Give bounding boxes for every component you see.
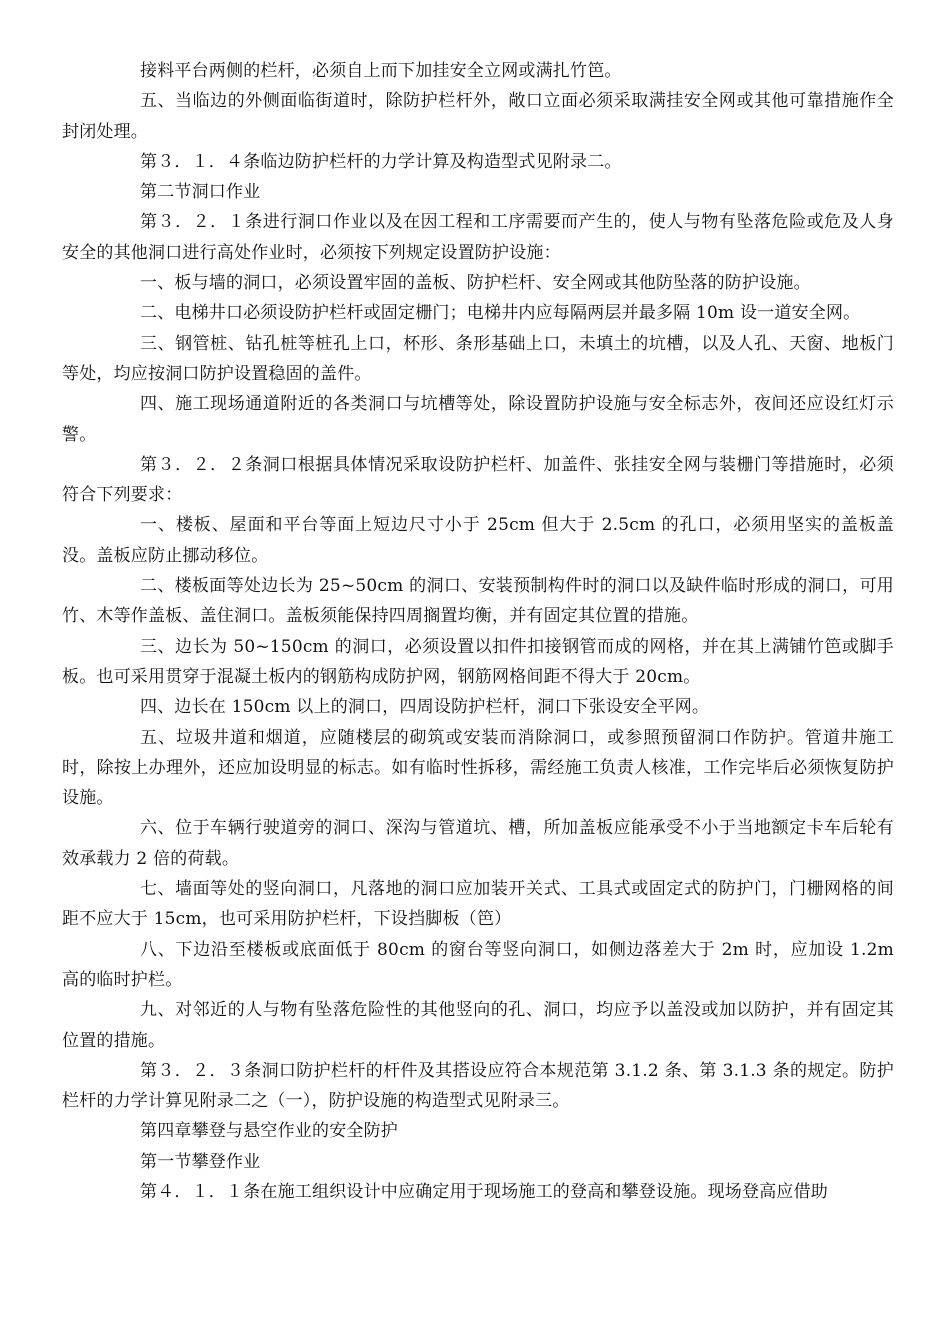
paragraph: 第４．１．１条在施工组织设计中应确定用于现场施工的登高和攀登设施。现场登高应借助 <box>140 1181 828 1202</box>
paragraph: 第３．１．４条临边防护栏杆的力学计算及构造型式见附录二。 <box>140 151 622 172</box>
paragraph: 三、边长为 50~150cm 的洞口，必须设置以扣件扣接钢管而成的网格，并在其上满铺竹笆或脚手板。也可采用贯穿于混凝土板内的钢筋构成防护网，钢筋网格间距不得大于 20cm。 <box>62 636 894 687</box>
paragraph: 五、垃圾井道和烟道，应随楼层的砌筑或安装而消除洞口，或参照预留洞口作防护。管道井施工时，除按上办理外，还应加设明显的标志。如有临时性拆移，需经施工负责人核准，工作完毕后必须恢复防护设施。 <box>62 727 894 809</box>
paragraph: 七、墙面等处的竖向洞口，凡落地的洞口应加装开关式、工具式或固定式的防护门，门栅网格的间距不应大于 15cm，也可采用防护栏杆，下设挡脚板（笆） <box>62 879 894 930</box>
paragraph: 二、电梯井口必须设防护栏杆或固定栅门；电梯井内应每隔两层并最多隔 10m 设一道安全网。 <box>140 303 861 324</box>
paragraph: 六、位于车辆行驶道旁的洞口、深沟与管道坑、槽，所加盖板应能承受不小于当地额定卡车后轮有效承载力 2 倍的荷载。 <box>62 818 894 869</box>
paragraph: 五、当临边的外侧面临街道时，除防护栏杆外，敞口立面必须采取满挂安全网或其他可靠措施作全封闭处理。 <box>62 91 894 142</box>
paragraph: 一、板与墙的洞口，必须设置牢固的盖板、防护栏杆、安全网或其他防坠落的防护设施。 <box>140 273 811 294</box>
paragraph: 九、对邻近的人与物有坠落危险性的其他竖向的孔、洞口，均应予以盖没或加以防护，并有固定其位置的措施。 <box>62 1000 894 1051</box>
paragraph: 四、边长在 150cm 以上的洞口，四周设防护栏杆，洞口下张设安全平网。 <box>140 697 710 718</box>
paragraph: 四、施工现场通道附近的各类洞口与坑槽等处，除设置防护设施与安全标志外，夜间还应设红灯示警。 <box>62 394 894 445</box>
chapter-heading: 第四章攀登与悬空作业的安全防护 <box>140 1121 398 1142</box>
paragraph: 第３．２．３条洞口防护栏杆的杆件及其搭设应符合本规范第 3.1.2 条、第 3.1.3 条的规定。防护栏杆的力学计算见附录二之（一），防护设施的构造型式见附录三。 <box>62 1060 894 1112</box>
paragraph: 第３．２．２条洞口根据具体情况采取设防护栏杆、加盖件、张挂安全网与装栅门等措施时，必须符合下列要求： <box>62 454 894 506</box>
document-body <box>62 56 894 1207</box>
paragraph: 二、楼板面等处边长为 25~50cm 的洞口、安装预制构件时的洞口以及缺件临时形成的洞口，可用竹、木等作盖板、盖住洞口。盖板须能保持四周搁置均衡，并有固定其位置的措施。 <box>62 576 894 627</box>
paragraph: 一、楼板、屋面和平台等面上短边尺寸小于 25cm 但大于 2.5cm 的孔口，必须用坚实的盖板盖没。盖板应防止挪动移位。 <box>62 515 894 566</box>
section-heading: 第二节洞口作业 <box>140 182 261 203</box>
paragraph: 第３．２．１条进行洞口作业以及在因工程和工序需要而产生的，使人与物有坠落危险或危及人身安全的其他洞口进行高处作业时，必须按下列规定设置防护设施： <box>62 212 894 263</box>
paragraph: 接料平台两侧的栏杆，必须自上而下加挂安全立网或满扎竹笆。 <box>140 61 622 81</box>
paragraph: 三、钢管桩、钻孔桩等桩孔上口，杯形、条形基础上口，未填土的坑槽，以及人孔、天窗、地板门等处，均应按洞口防护设置稳固的盖件。 <box>62 333 894 384</box>
section-heading: 第一节攀登作业 <box>140 1151 261 1172</box>
paragraph: 八、下边沿至楼板或底面低于 80cm 的窗台等竖向洞口，如侧边落差大于 2m 时，应加设 1.2m 高的临时护栏。 <box>62 939 894 990</box>
